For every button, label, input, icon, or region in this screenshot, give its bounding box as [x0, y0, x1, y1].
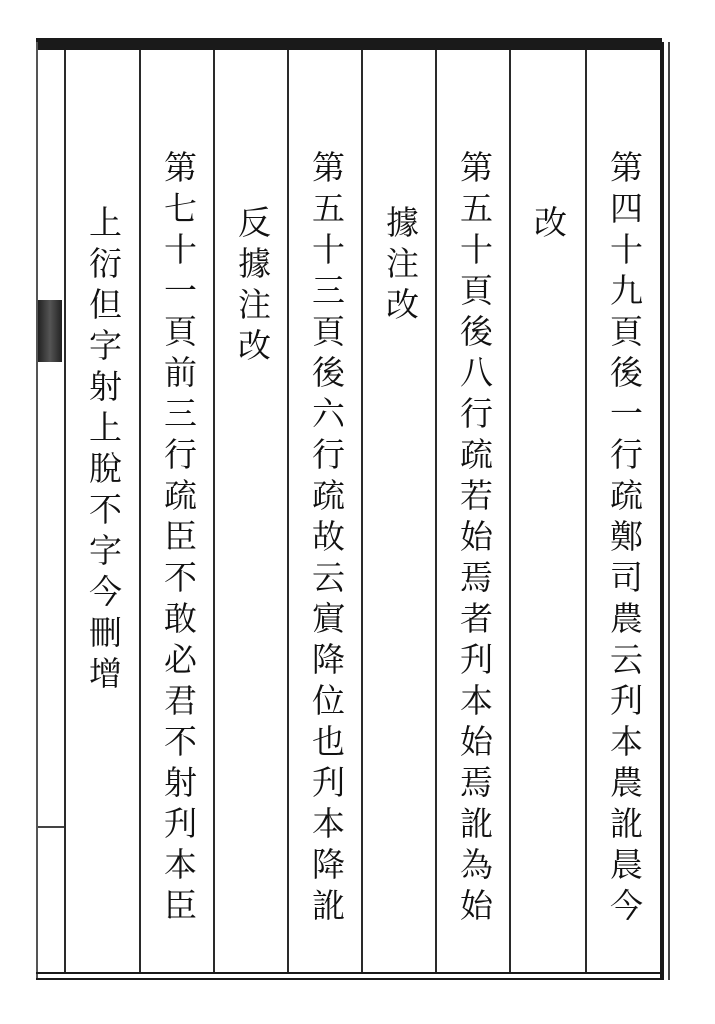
text-column-8: 上衍但字射上脫不字今刪增 — [84, 205, 123, 697]
text-column-7: 第七十一頁前三行疏臣不敢必君不射刋本臣 — [159, 150, 198, 929]
text-column-3: 第五十頁後八行疏若始焉者刋本始焉訛為始 — [455, 150, 494, 929]
text-column-6: 反據注改 — [233, 205, 272, 369]
page-bottom-border-outer — [36, 978, 662, 980]
text-column-4: 據注改 — [381, 205, 420, 328]
page-right-border-outer — [668, 42, 670, 980]
page-top-border — [36, 38, 662, 50]
text-column-1: 第四十九頁後一行疏鄭司農云刋本農訛晨今 — [605, 150, 644, 929]
binding-notch — [38, 300, 62, 362]
page-bottom-border — [36, 972, 662, 974]
page-left-edge — [36, 42, 38, 980]
binding-tick — [38, 826, 64, 828]
text-column-2: 改 — [529, 205, 568, 246]
text-column-5: 第五十三頁後六行疏故云賔降位也刋本降訛 — [307, 150, 346, 929]
